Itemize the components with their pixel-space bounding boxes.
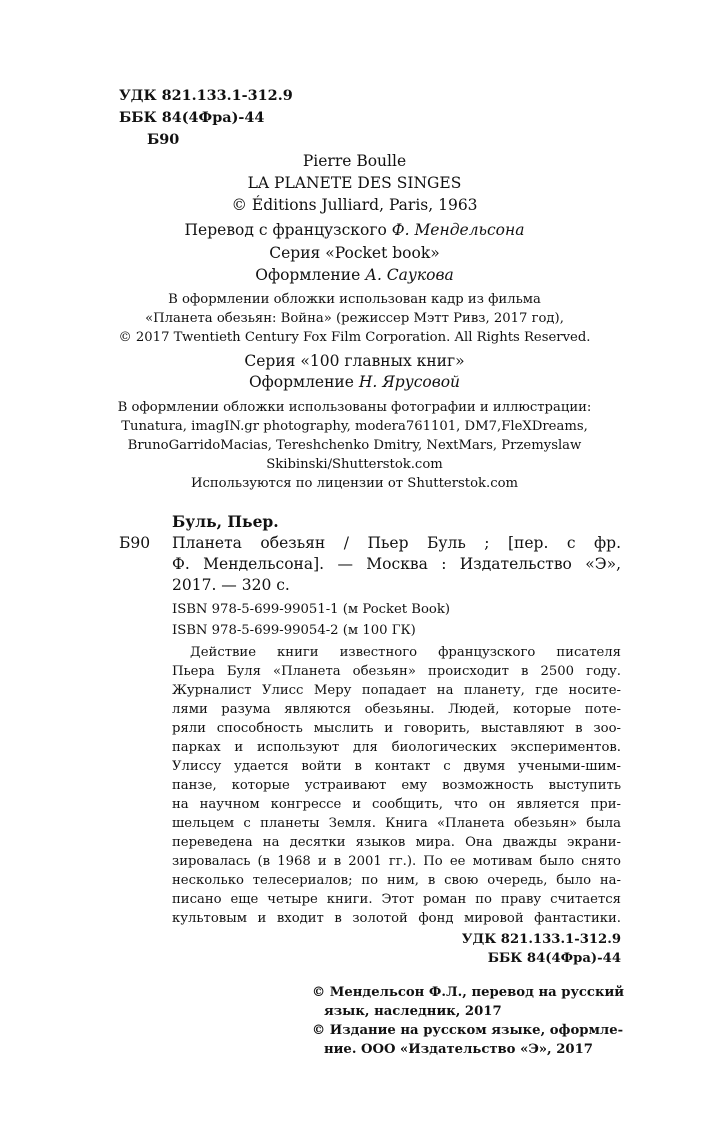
photo-note-line-2: Tunatura, imagIN.gr photography, modera761101, DM7,FleXDreams, bbox=[121, 419, 588, 434]
original-author: Pierre Boulle bbox=[302, 152, 407, 170]
annotation-line: шельцем с планеты Земля. Книга «Планета обезьян» была bbox=[172, 816, 621, 831]
copyright-translation-line: язык, наследник, 2017 bbox=[324, 1004, 502, 1019]
annotation-line: на научном конгрессе и сообщить, что он является при- bbox=[172, 797, 621, 812]
annotation-line: панзе, которые устраивают ему возможность выступить bbox=[172, 778, 621, 793]
annotation-line: Улиссу удается войти в контакт с двумя учеными-шим- bbox=[172, 759, 621, 774]
photo-note-line-1: В оформлении обложки использованы фотографии и иллюстрации: bbox=[117, 400, 592, 415]
series-100-books: Серия «100 главных книг» bbox=[244, 352, 465, 370]
catalog-index-top: Б90 bbox=[147, 131, 180, 148]
catalog-index: Б90 bbox=[119, 534, 151, 552]
cover-note-line-2: «Планета обезьян: Война» (режиссер Мэтт Ривз, 2017 год), bbox=[145, 311, 564, 326]
bbk-code-bottom: ББК 84(4Фра)-44 bbox=[487, 951, 621, 966]
isbn-pocket-book: ISBN 978-5-699-99051-1 (м Pocket Book) bbox=[172, 602, 451, 617]
series-pocket-book: Серия «Pocket book» bbox=[269, 244, 440, 262]
annotation-line: Журналист Улисс Меру попадает на планету, где носите- bbox=[172, 683, 621, 698]
cover-note-line-1: В оформлении обложки использован кадр из фильма bbox=[168, 292, 541, 307]
translation-prefix: Перевод с французского bbox=[184, 221, 387, 239]
annotation-line: парках и используют для биологических экспериментов. bbox=[172, 740, 621, 755]
annotation-line: зировалась (в 1968 и в 2001 гг.). По ее мотивам было снято bbox=[172, 854, 621, 869]
design-credit-1 bbox=[0, 268, 709, 284]
design-credit-2 bbox=[0, 375, 709, 391]
bbk-code: ББК 84(4Фра)-44 bbox=[119, 109, 265, 126]
copyright-edition-line: ние. ООО «Издательство «Э», 2017 bbox=[324, 1042, 593, 1057]
license-note: Используются по лицензии от Shutterstok.com bbox=[190, 476, 519, 491]
copyright-translation-line: © Мендельсон Ф.Л., перевод на русский bbox=[312, 985, 625, 1000]
annotation-line: Действие книги известного французского писателя bbox=[190, 645, 621, 660]
annotation-line: ряли способность мыслить и говорить, выставляют в зоо- bbox=[172, 721, 621, 736]
catalog-description-line: Ф. Мендельсона]. — Москва : Издательство «Э», bbox=[172, 555, 621, 573]
annotation-line: Пьера Буля «Планета обезьян» происходит в 2500 году. bbox=[172, 664, 621, 679]
copyright-edition-line: © Издание на русском языке, оформле- bbox=[312, 1023, 624, 1038]
catalog-author: Буль, Пьер. bbox=[172, 512, 279, 531]
annotation-line: писано еще четыре книги. Этот роман по праву считается bbox=[172, 892, 621, 907]
designer-name-2: Н. Ярусовой bbox=[358, 373, 461, 391]
photo-note-line-3: BrunoGarridoMacias, Tereshchenko Dmitry, NextMars, Przemyslaw bbox=[127, 438, 582, 453]
isbn-100-gk: ISBN 978-5-699-99054-2 (м 100 ГК) bbox=[172, 623, 416, 638]
designer-name-1: А. Саукова bbox=[365, 266, 454, 284]
design-prefix-2: Оформление bbox=[248, 373, 354, 391]
translation-credit bbox=[0, 223, 709, 239]
udk-code: УДК 821.133.1-312.9 bbox=[119, 87, 293, 104]
original-copyright: © Éditions Julliard, Paris, 1963 bbox=[231, 196, 478, 214]
catalog-description-line: Планета обезьян / Пьер Буль ; [пер. с фр. bbox=[172, 534, 621, 552]
catalog-description-line: 2017. — 320 с. bbox=[172, 576, 290, 594]
original-title: LA PLANETE DES SINGES bbox=[247, 174, 462, 192]
udk-code-bottom: УДК 821.133.1-312.9 bbox=[461, 932, 621, 947]
annotation-line: культовым и входит в золотой фонд мировой фантастики. bbox=[172, 911, 621, 926]
cover-note-line-3: © 2017 Twentieth Century Fox Film Corporation. All Rights Reserved. bbox=[118, 330, 591, 345]
photo-note-line-4: Skibinski/Shutterstok.com bbox=[266, 457, 443, 472]
design-prefix-1: Оформление bbox=[255, 266, 361, 284]
annotation-line: переведена на десятки языков мира. Она дважды экрани- bbox=[172, 835, 621, 850]
translator-name: Ф. Мендельсона bbox=[391, 221, 525, 239]
annotation-line: несколько телесериалов; по ним, в свою очередь, было на- bbox=[172, 873, 621, 888]
annotation-line: лями разума являются обезьяны. Людей, которые поте- bbox=[172, 702, 621, 717]
